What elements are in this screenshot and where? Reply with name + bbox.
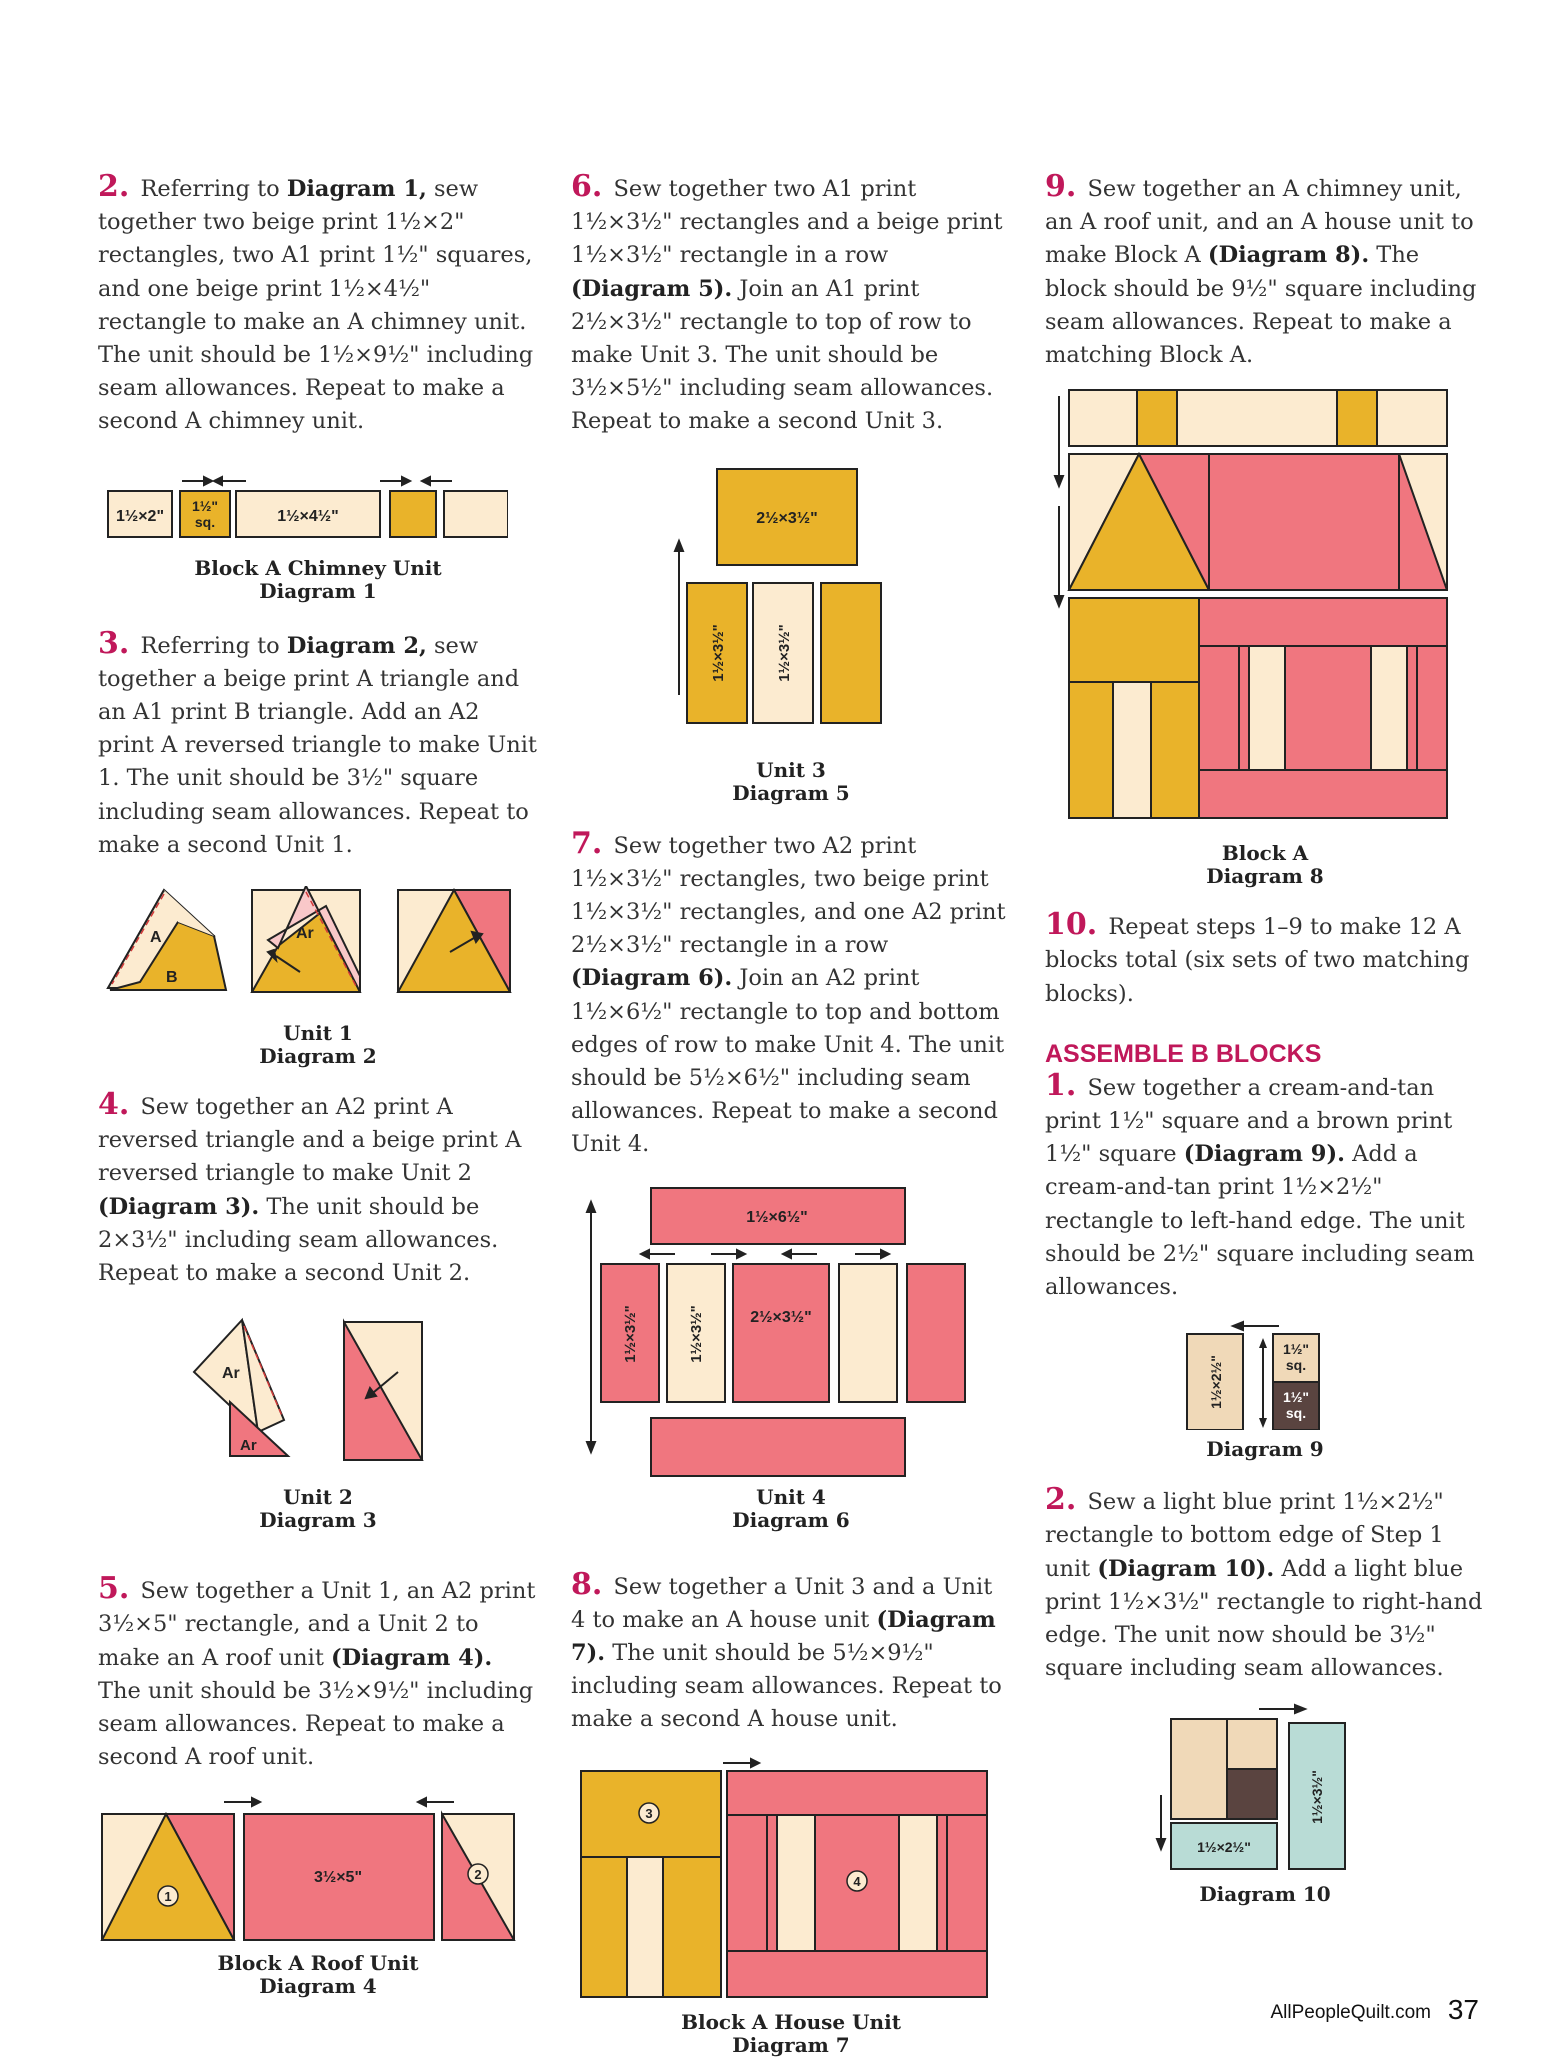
svg-text:2: 2: [474, 1867, 482, 1883]
label-sq-top: 1½": [191, 497, 219, 514]
site-url: AllPeopleQuilt.com: [1270, 2002, 1431, 2023]
diagram-reference: (Diagram 3).: [98, 1193, 260, 1220]
label-vertical-1: 1½×3½": [622, 1304, 639, 1363]
step-number: 6.: [571, 169, 603, 204]
step-2-text: 2. Referring to Diagram 1, sew together two beige print 1½×2" rectangles, two A1 print 1½" squares, and one beige print 1½×4½" rectangle to make an A chimney unit. The unit should be 1½×9½" including seam allowances. Repeat to make a second A chimney unit.: [98, 169, 534, 435]
label-b: B: [166, 969, 178, 987]
unit-1-svg: [98, 886, 528, 1012]
diagram-10-caption: Diagram 10: [1199, 1882, 1331, 1907]
unit-3-svg: [571, 465, 1011, 755]
label-3x5: 3½×5": [313, 1869, 363, 1887]
label-ar-bottom: Ar: [240, 1437, 257, 1455]
diagram-9-caption: Diagram 9: [1206, 1437, 1324, 1462]
diagram-5-caption: Unit 3 Diagram 5: [732, 757, 850, 805]
diagram-4-caption: Block A Roof Unit Diagram 4: [217, 1951, 419, 1999]
svg-text:3: 3: [645, 1805, 653, 1821]
diagram-7-caption: Block A House Unit Diagram 7: [681, 2009, 901, 2057]
step-5-text: 5. Sew together a Unit 1, an A2 print 3½×5" rectangle, and a Unit 2 to make an A roof unit (Diagram 4). The unit should be 3½×9½" including seam allowances. Repeat to make a second A roof unit.: [98, 1571, 536, 1771]
diagram-4: [98, 1792, 538, 1998]
roof-unit-svg: [98, 1792, 528, 1942]
label-vertical-1: 1½×3½": [710, 623, 727, 682]
step-6-text: 6. Sew together two A1 print 1½×3½" rectangles and a beige print 1½×3½" rectangle in a row (Diagram 5). Join an A1 print 2½×3½" rectangle to top of row to make Unit 3. The unit should be 3½×5½" including seam allowances. Repeat to make a second Unit 3.: [571, 169, 1003, 435]
label-1x2: 1½×2": [115, 507, 165, 525]
step-number: 2.: [1045, 1482, 1077, 1518]
label-1x6-top: 1½×6½": [746, 1208, 808, 1226]
label-vertical: 1½×2½": [1208, 1355, 1224, 1410]
svg-text:1: 1: [164, 1889, 172, 1905]
column-2: [571, 170, 1011, 2057]
label-ar: Ar: [296, 925, 314, 943]
gold-square-2: [390, 491, 436, 537]
diagram-10-svg: [1045, 1699, 1485, 1875]
diagram-8-caption: Block A Diagram 8: [1206, 841, 1324, 889]
step-9-text: 9. Sew together an A chimney unit, an A roof unit, and an A house unit to make Block A (Diagram 8). The block should be 9½" square including seam allowances. Repeat to make a matching Block A.: [1045, 169, 1477, 369]
label-a: A: [150, 929, 162, 947]
diagram-6: [571, 1182, 1011, 1532]
step-number: 3.: [98, 625, 130, 661]
block-a-svg: [1045, 386, 1485, 834]
diagram-reference: (Diagram 8).: [1207, 242, 1370, 269]
house-unit-svg: [571, 1753, 1011, 1999]
svg-text:1½": 1½": [1282, 1341, 1310, 1358]
beige-rect-2: [444, 491, 508, 537]
step-number: 9.: [1045, 169, 1077, 204]
diagram-reference: (Diagram 9).: [1183, 1141, 1345, 1168]
diagram-1: [98, 475, 538, 603]
page-number: 37: [1447, 1994, 1479, 2025]
label-bottom: 1½×2½": [1197, 1839, 1251, 1856]
label-sq-bottom: sq.: [194, 513, 216, 530]
label-vertical-2: 1½×3½": [776, 623, 793, 682]
section-heading: ASSEMBLE B BLOCKS: [1045, 1039, 1322, 1068]
pink-rect-bottom: [651, 1418, 905, 1476]
diagram-9: [1045, 1318, 1485, 1461]
step-number: 1.: [1045, 1067, 1077, 1103]
label-2x3-mid: 2½×3½": [750, 1308, 812, 1326]
chimney-unit-svg: [98, 475, 508, 551]
column-3: [1045, 170, 1485, 1906]
step-number: 10.: [1045, 907, 1098, 943]
svg-text:4: 4: [853, 1873, 861, 1889]
diagram-reference: (Diagram 7).: [571, 1606, 996, 1667]
unit-4-svg: [571, 1182, 1011, 1482]
step-number: 4.: [98, 1087, 130, 1123]
step-4-text: 4. Sew together an A2 print A reversed triangle and a beige print A reversed triangle to make Unit 2 (Diagram 3). The unit should be 2×3½" including seam allowances. Repeat to make a second Unit 2.: [98, 1087, 522, 1287]
step-8-text: 8. Sew together a Unit 3 and a Unit 4 to make an A house unit (Diagram 7). The unit should be 5½×9½" including seam allowances. Repeat to make a second A house unit.: [571, 1566, 1002, 1733]
step-number: 7.: [571, 825, 603, 861]
diagram-6-caption: Unit 4 Diagram 6: [732, 1484, 850, 1532]
step-number: 5.: [98, 1571, 130, 1607]
diagram-reference: Diagram 2,: [286, 632, 427, 659]
step-number: 2.: [98, 169, 130, 204]
step-7-text: 7. Sew together two A2 print 1½×3½" rectangles, two beige print 1½×3½" rectangles, and one A2 print 2½×3½" rectangle in a row (Diagram 6). Join an A2 print 1½×6½" rectangle to top and bottom edges of row to make Unit 4. The unit should be 5½×6½" including seam allowances. Repeat to make a second Unit 4.: [571, 825, 1006, 1158]
diagram-3-caption: Unit 2 Diagram 3: [259, 1485, 377, 1533]
svg-text:sq.: sq.: [1285, 1405, 1307, 1422]
label-1x4: 1½×4½": [277, 507, 339, 525]
label-vertical: 1½×3½": [1309, 1770, 1325, 1825]
svg-text:sq.: sq.: [1285, 1357, 1307, 1374]
diagram-7: [571, 1753, 1011, 2057]
diagram-reference: (Diagram 6).: [571, 965, 733, 992]
diagram-8: [1045, 386, 1485, 888]
diagram-10: [1045, 1699, 1485, 1906]
column-1: [98, 170, 538, 1998]
step-10-text: 10. Repeat steps 1–9 to make 12 A blocks total (six sets of two matching blocks).: [1045, 907, 1470, 1007]
label-vertical-2: 1½×3½": [688, 1304, 705, 1363]
step-b2-text: 2. Sew a light blue print 1½×2½" rectangle to bottom edge of Step 1 unit (Diagram 10). Add a light blue print 1½×3½" rectangle to right-hand edge. The unit now should be 3½" square including seam allowances.: [1045, 1482, 1483, 1682]
diagram-2-caption: Unit 1 Diagram 2: [259, 1021, 377, 1069]
step-b1-text: 1. Sew together a cream-and-tan print 1½" square and a brown print 1½" square (Diagram 9). Add a cream-and-tan print 1½×2½" rectangle to left-hand edge. The unit should be 2½" square including seam allowances.: [1045, 1067, 1475, 1301]
label-ar-top: Ar: [222, 1365, 240, 1383]
step-3-text: 3. Referring to Diagram 2, sew together a beige print A triangle and an A1 print B triangle. Add an A2 print A reversed triangle to make Unit 1. The unit should be 3½" square including seam allowances. Repeat to make a second Unit 1.: [98, 625, 537, 858]
diagram-5: [571, 465, 1011, 805]
diagram-reference: (Diagram 4).: [331, 1644, 493, 1671]
label-2x3-top: 2½×3½": [756, 509, 818, 527]
diagram-2: [98, 886, 538, 1068]
svg-text:1½": 1½": [1282, 1389, 1310, 1406]
step-number: 8.: [571, 1566, 603, 1602]
unit-2-svg: [98, 1316, 528, 1476]
diagram-reference: Diagram 1,: [286, 176, 427, 202]
diagram-1-caption: Block A Chimney Unit Diagram 1: [194, 555, 442, 603]
diagram-3: [98, 1316, 538, 1532]
diagram-reference: (Diagram 5).: [571, 275, 733, 302]
diagram-9-svg: [1045, 1318, 1485, 1430]
diagram-reference: (Diagram 10).: [1097, 1555, 1275, 1582]
